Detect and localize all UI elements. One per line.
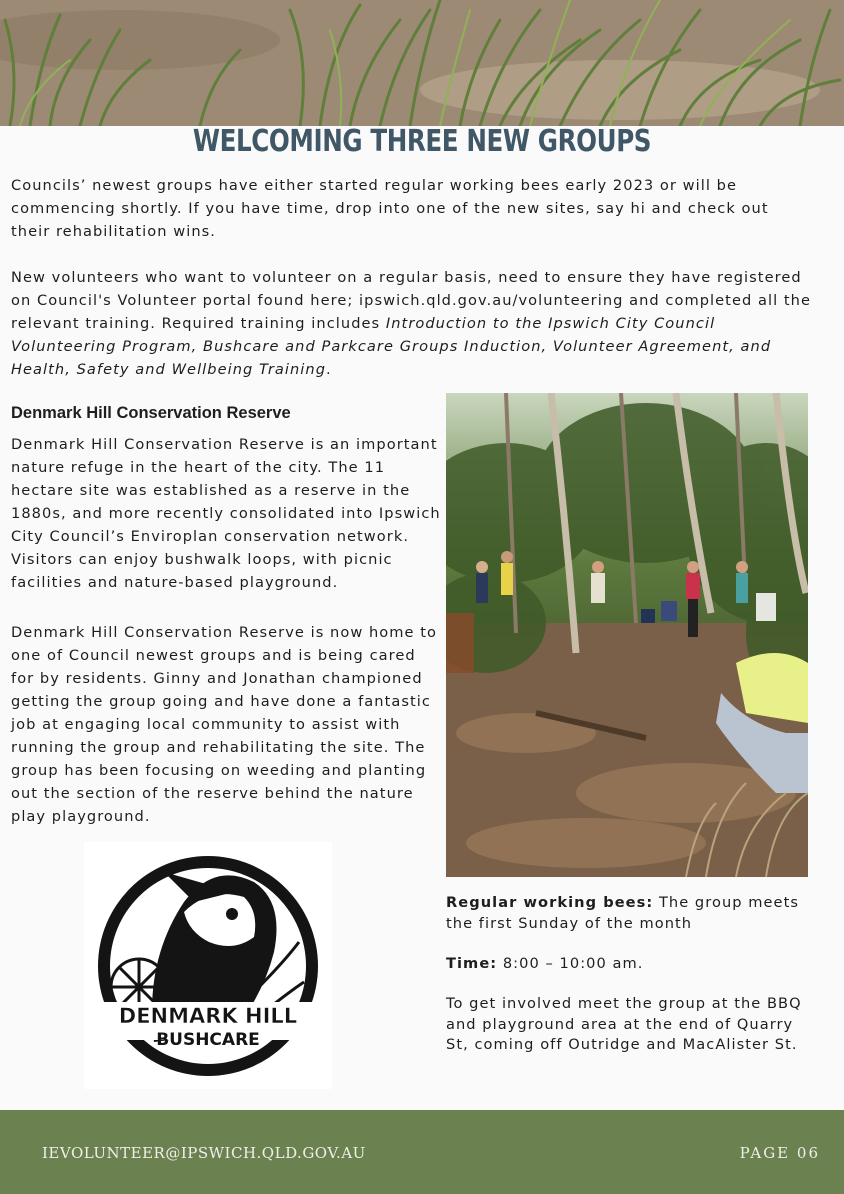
page-title: WELCOMING THREE NEW GROUPS [192,124,652,159]
group-description: Denmark Hill Conservation Reserve is now home to one of Council newest groups and is being cared for by residents. Ginny and Jonathan championed getting the group going and have done a fantastic job at engaging local community to assist with running the group and rehabilitating the site. The group has been focusing on weeding and planting out the section of the reserve behind the nature play playground. [11,624,438,825]
page-number: PAGE 06 [739,1144,820,1162]
volunteer-text: New volunteers who want to volunteer on a regular basis, need to ensure they have registered on Council's Volunteer portal found here; ipswich.qld.gov.au/volunteering and completed all the relevant training. Required training includes [11,269,811,332]
denmark-hill-bushcare-logo [84,842,332,1089]
time-label: Time: [446,955,498,972]
volunteer-paragraph [11,266,811,381]
banner-photo [0,0,844,126]
working-bees-info [446,893,816,934]
logo-line-2: BUSHCARE [156,1030,260,1050]
volunteer-text-end: . [326,361,332,378]
logo-line-1: DENMARK HILL [118,1004,298,1028]
working-bees-label: Regular working bees: [446,894,654,911]
volunteers-photo [446,393,808,877]
footer-bar [0,1110,844,1194]
reserve-description: Denmark Hill Conservation Reserve is an important nature refuge in the heart of the city. The 11 hectare site was established as a reserve in the 1880s, and more recently consolidated into Ipswich City Council’s Enviroplan conservation network. Visitors can enjoy bushwalk loops, with picnic facilities and nature-based playground. [11,436,441,591]
get-involved-info: To get involved meet the group at the BBQ and playground area at the end of Quarry St, coming off Outridge and MacAlister St. [446,995,802,1053]
section-heading: Denmark Hill Conservation Reserve [11,404,291,422]
time-info [446,954,816,975]
working-bees-text: The group meets the first Sunday of the month [446,894,799,932]
time-text: 8:00 – 10:00 am. [497,955,644,972]
training-list: Introduction to the Ipswich City Council Volunteering Program, Bushcare and Parkcare Groups Induction, Volunteer Agreement, and Health, Safety and Wellbeing Training [11,315,772,378]
intro-paragraph: Councils’ newest groups have either started regular working bees early 2023 or will be commencing shortly. If you have time, drop into one of the new sites, say hi and check out their rehabilitation wins. [11,177,769,240]
footer-email-link[interactable]: IEVOLUNTEER@IPSWICH.QLD.GOV.AU [42,1144,366,1162]
